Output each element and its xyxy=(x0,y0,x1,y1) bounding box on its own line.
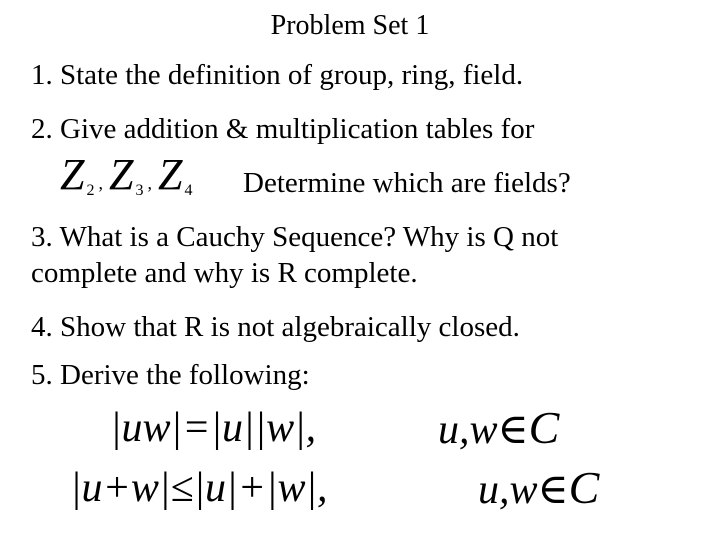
equation-lhs: |u+w|≤|u|+|w|, xyxy=(70,465,328,511)
set-z-letter: Z xyxy=(157,150,183,199)
question-2-sets xyxy=(60,150,192,216)
question-2: 2. Give addition & multiplication tables for xyxy=(31,113,535,145)
element-of-symbol: ∈ xyxy=(497,407,529,453)
set-z-subscript: 3 xyxy=(135,182,144,199)
question-5: 5. Derive the following: xyxy=(31,359,310,391)
question-1: 1. State the definition of group, ring, field. xyxy=(31,59,524,91)
question-3-line-1: 3. What is a Cauchy Sequence? Why is Q not xyxy=(31,221,559,253)
complex-set-symbol: C xyxy=(568,462,600,513)
set-separator: , xyxy=(98,173,103,193)
equation-product-domain xyxy=(438,404,559,454)
set-z-subscript: 2 xyxy=(86,182,95,199)
equation-vars: u,w xyxy=(438,407,498,453)
equation-triangle-domain xyxy=(478,464,599,514)
question-3-line-2: complete and why is R complete. xyxy=(31,257,418,289)
equation-vars: u,w xyxy=(478,467,538,513)
set-separator: , xyxy=(147,173,152,193)
equation-product-modulus xyxy=(110,404,316,452)
problem-set-title: Problem Set 1 xyxy=(270,10,430,41)
question-2-tail: Determine which are fields? xyxy=(243,167,571,199)
complex-set-symbol: C xyxy=(528,402,560,453)
set-z-letter: Z xyxy=(108,150,134,199)
set-z-subscript: 4 xyxy=(184,182,193,199)
equation-triangle-inequality xyxy=(70,464,328,512)
equation-lhs: |uw|=|u||w|, xyxy=(110,405,317,451)
set-z-letter: Z xyxy=(60,150,85,199)
question-4: 4. Show that R is not algebraically closed. xyxy=(31,311,520,343)
element-of-symbol: ∈ xyxy=(537,467,569,513)
